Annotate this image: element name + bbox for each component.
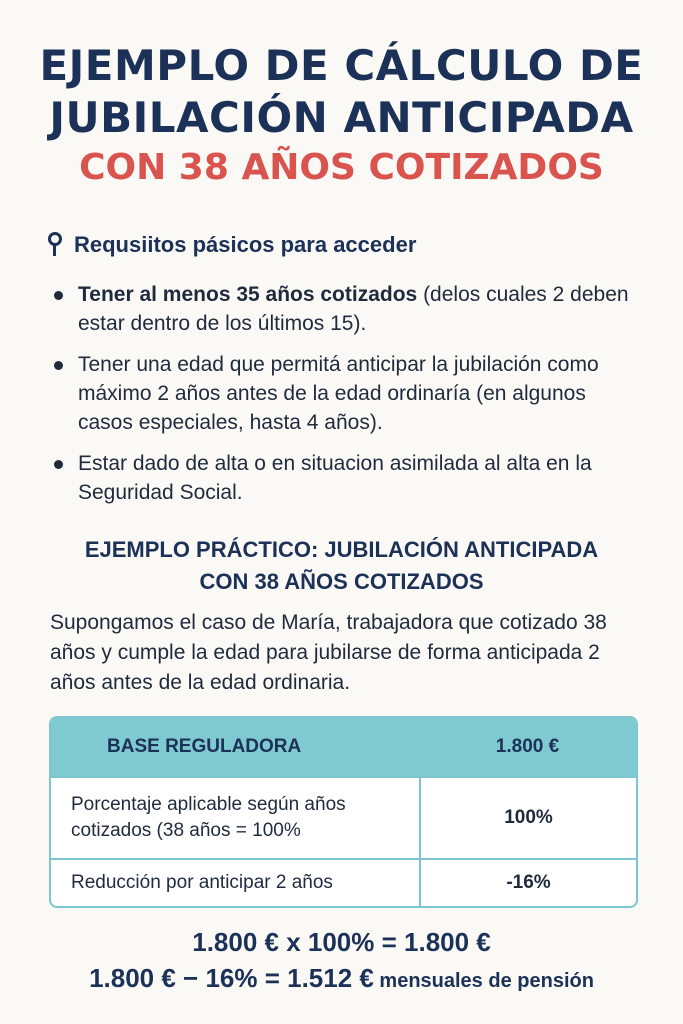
formula-result: 1.800 € − 16% = 1.512 € [89,963,374,993]
table-cell-label: Reducción por anticipar 2 años [71,872,333,893]
table-cell-value: 100% [419,778,636,858]
example-title-line-1: EJEMPLO PRÁCTICO: JUBILACIÓN ANTICIPADA [84,537,599,562]
table-header-row [51,718,636,776]
title-line-1: EJEMPLO DE CÁLCULO DE [39,41,644,90]
requirements-list [46,280,646,519]
table-cell-label: Porcentaje aplicable según años cotizados (38 años = 100% [71,794,346,841]
requirements-heading [46,232,416,258]
requirement-text: Estar dado de alta o en situacion asimilada al alta en la Seguridad Social. [78,452,592,504]
formula-result-suffix: mensuales de pensión [373,970,594,992]
formula-line-2 [0,960,683,999]
requirement-item [46,350,646,437]
requirement-item [46,449,646,507]
table-cell-value: -16% [419,860,636,906]
example-description: Supongamos el caso de María, trabajadora que cotizado 38 años y cumple la edad para jubilarse de forma anticipada 2 años antes de la edad ordinaria. [50,611,607,694]
requirement-text: Tener una edad que permitá anticipar la jubilación como máximo 2 años antes de la edad ordinaría (en algunos casos especiales, hasta 4 años). [78,353,599,434]
requirement-bold-text: Tener al menos 35 años cotizados [78,283,418,306]
map-pin-icon [46,232,64,258]
table-row [51,776,636,858]
page-subtitle: CON 38 AÑOS COTIZADOS [79,147,604,188]
title-line-2: JUBILACIÓN ANTICIPADA [49,93,634,142]
table-header-value: 1.800 € [495,736,560,757]
requirements-heading-text: Requsiitos pásicos para acceder [74,232,417,257]
formula-line-1: 1.800 € x 100% = 1.800 € [192,927,491,957]
page-title [0,40,683,144]
example-title [0,534,683,598]
table-row [51,858,636,906]
table-header-label: BASE REGULADORA [107,736,302,757]
example-title-line-2: CON 38 AÑOS COTIZADOS [199,569,484,594]
requirement-text: (delos cuales 2 deben estar dentro de los últimos 15). [78,283,629,335]
requirement-item [46,280,646,338]
calculation-table [49,716,638,908]
